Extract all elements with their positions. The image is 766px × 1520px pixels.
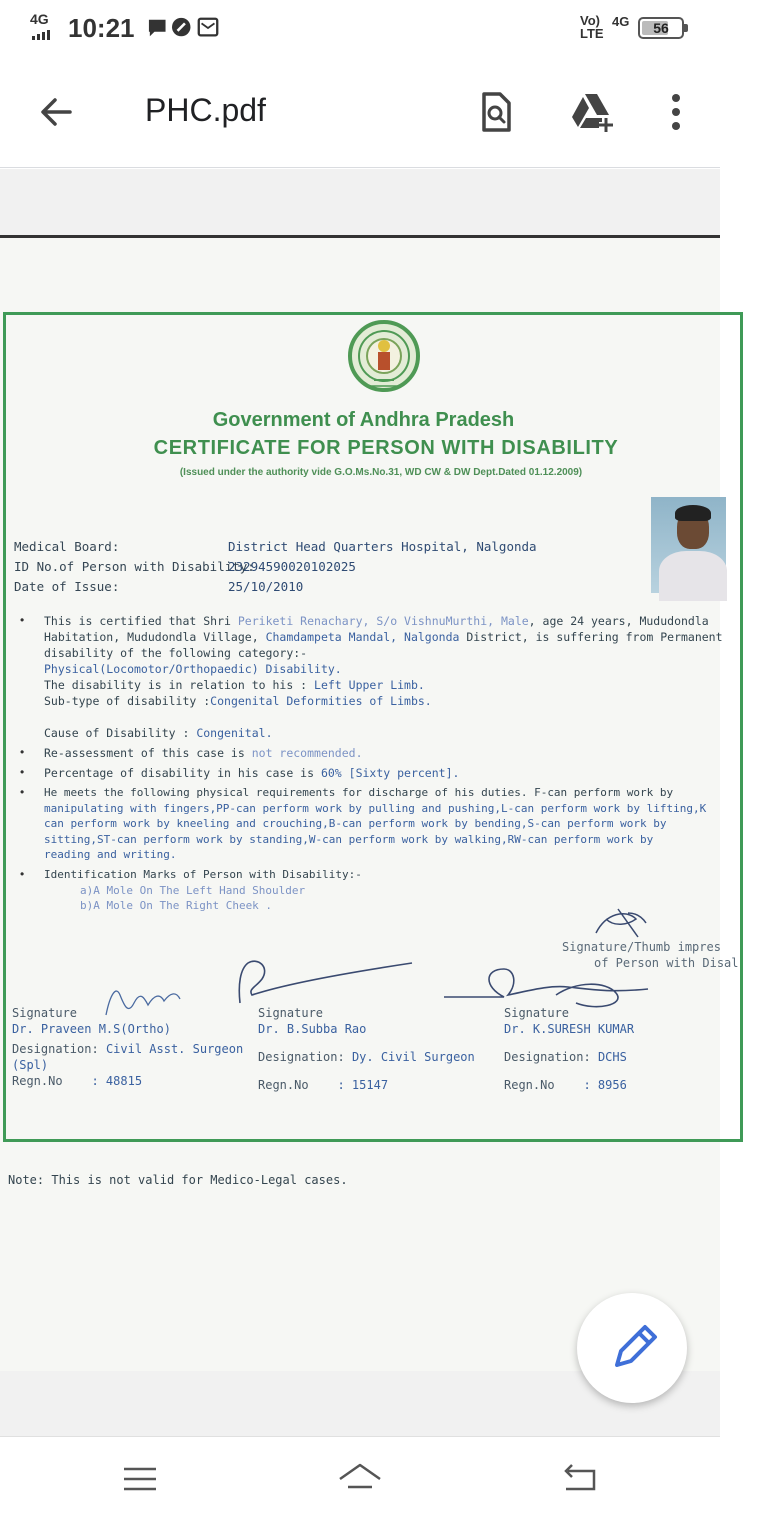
disability-relation: The disability is in relation to his : Left Upper Limb.: [44, 678, 425, 692]
notification-icons: [144, 16, 224, 40]
certificate: [3, 312, 743, 1187]
back-nav-button[interactable]: [556, 1457, 604, 1501]
designation-value: DCHS: [597, 1050, 627, 1064]
medical-board-row: [14, 539, 537, 554]
andhra-pradesh-emblem-icon: [346, 320, 422, 400]
network-type-right: 4G: [612, 14, 630, 29]
status-bar: [0, 0, 720, 56]
disability-subtype: Sub-type of disability :Congenital Deformities of Limbs.: [44, 694, 432, 708]
pdf-page: [0, 235, 739, 1371]
designation-label: Designation:: [258, 1050, 345, 1064]
battery-icon: [638, 17, 684, 39]
medical-board-label: Medical Board:: [14, 539, 120, 554]
home-button[interactable]: [336, 1457, 384, 1501]
cause-of-disability: Cause of Disability : Congenital.: [44, 726, 273, 740]
date-of-issue-value: 25/10/2010: [228, 579, 304, 594]
home-icon: [336, 1457, 384, 1501]
signatory-name: Dr. B.Subba Rao: [258, 1022, 367, 1036]
app-circle-icon: [172, 18, 190, 36]
designation-value: Dy. Civil Surgeon: [351, 1050, 475, 1064]
date-of-issue-row: [14, 579, 304, 594]
menu-icon: [116, 1457, 164, 1501]
disability-category: Physical(Locomotor/Orthopaedic) Disability.: [44, 662, 342, 676]
thumb-label-2: of Person with Disal: [594, 956, 739, 970]
regn-value: : 8956: [583, 1078, 627, 1092]
bullet-icon: •: [20, 613, 25, 627]
bullet-icon: •: [20, 867, 25, 881]
signatory-name: Dr. Praveen M.S(Ortho): [12, 1022, 171, 1036]
volte-indicator: Vo) LTE: [580, 13, 604, 41]
edit-pencil-icon: [577, 1293, 687, 1403]
designation-extra: (Spl): [12, 1058, 49, 1072]
battery-level: 56: [653, 20, 669, 36]
find-in-document-button[interactable]: [470, 86, 522, 138]
bullet-icon: •: [20, 785, 25, 799]
chat-icon: [149, 20, 166, 37]
bullet-icon: •: [20, 745, 25, 759]
signatory-2: [258, 1005, 498, 1093]
system-nav-bar: [0, 1436, 720, 1520]
add-to-drive-icon: [566, 86, 618, 138]
more-options-button[interactable]: [650, 86, 702, 138]
signal-icon: [32, 30, 52, 40]
signature-label: Signature: [12, 1006, 78, 1020]
edit-button[interactable]: [577, 1293, 687, 1403]
identification-mark-1: a)A Mole On The Left Hand Shoulder: [80, 884, 306, 897]
designation-label: Designation:: [504, 1050, 591, 1064]
physical-requirements: He meets the following physical requirements for discharge of his duties. F-can perform work by manipulating with fingers,PP-can perform work by pulling and pushing,L-can perform work by lifting,K can perform work by kneeling and crouching,B-can perform work by bending,S-can perform work by sitting,ST-can perform work by standing,W-can perform work by walking,RW-can perform work by reading and writing.: [44, 786, 707, 861]
add-to-drive-button[interactable]: [566, 86, 618, 138]
date-of-issue-label: Date of Issue:: [14, 579, 120, 594]
more-vert-icon: [650, 86, 702, 138]
regn-label: Regn.No: [504, 1078, 555, 1092]
signatory-1: [12, 1005, 252, 1089]
signature-scribble-2: [228, 953, 428, 1013]
government-heading: Government of Andhra Pradesh: [212, 409, 515, 431]
back-arrow-icon: [30, 86, 82, 138]
signature-label: Signature: [504, 1006, 570, 1020]
id-number-value: 23294590020102025: [228, 559, 356, 574]
id-number-row: [14, 559, 356, 574]
certified-line-2: Habitation, Mududondla Village, Chamdampeta Mandal, Nalgonda District, is suffering from Permanent: [44, 630, 723, 644]
regn-value: : 15147: [337, 1078, 389, 1092]
reassessment: Re-assessment of this case is not recommended.: [44, 746, 363, 760]
back-icon: [556, 1457, 604, 1501]
legal-note: Note: This is not valid for Medico-Legal cases.: [8, 1173, 348, 1187]
person-photo: [651, 497, 726, 593]
regn-label: Regn.No: [258, 1078, 309, 1092]
certified-line-3: disability of the following category:-: [44, 646, 308, 660]
percentage-of-disability: Percentage of disability in his case is 60% [Sixty percent].: [44, 766, 460, 780]
find-in-document-icon: [470, 86, 522, 138]
medical-board-value: District Head Quarters Hospital, Nalgonda: [228, 539, 537, 554]
certified-line-1: This is certified that Shri Periketi Renachary, S/o VishnuMurthi, Male, age 24 years, Mududondla: [44, 614, 709, 628]
regn-value: : 48815: [91, 1074, 143, 1088]
issued-under-text: (Issued under the authority vide G.O.Ms.No.31, WD CW & DW Dept.Dated 01.12.2009): [179, 467, 583, 478]
network-type: 4G: [30, 11, 49, 27]
mail-icon: [199, 19, 217, 36]
certificate-title: CERTIFICATE FOR PERSON WITH DISABILITY: [153, 437, 619, 459]
designation-label: Designation:: [12, 1042, 99, 1056]
identification-mark-2: b)A Mole On The Right Cheek .: [80, 899, 273, 912]
clock: 10:21: [68, 13, 135, 43]
thumb-signature-scribble: [588, 903, 658, 943]
identification-title: Identification Marks of Person with Disability:-: [44, 868, 362, 881]
signatory-3: [504, 1005, 724, 1093]
id-number-label: ID No.of Person with Disability:: [14, 559, 255, 574]
signatory-name: Dr. K.SURESH KUMAR: [504, 1022, 635, 1036]
pdf-viewer[interactable]: [0, 169, 739, 1436]
regn-label: Regn.No: [12, 1074, 63, 1088]
thumb-label-1: Signature/Thumb impres: [562, 940, 721, 954]
bullet-icon: •: [20, 765, 25, 779]
signature-label: Signature: [258, 1006, 324, 1020]
back-button[interactable]: [30, 86, 82, 138]
designation-value: Civil Asst. Surgeon: [105, 1042, 244, 1056]
app-bar: [0, 56, 720, 168]
recents-button[interactable]: [116, 1457, 164, 1501]
document-title: PHC.pdf: [145, 92, 266, 128]
